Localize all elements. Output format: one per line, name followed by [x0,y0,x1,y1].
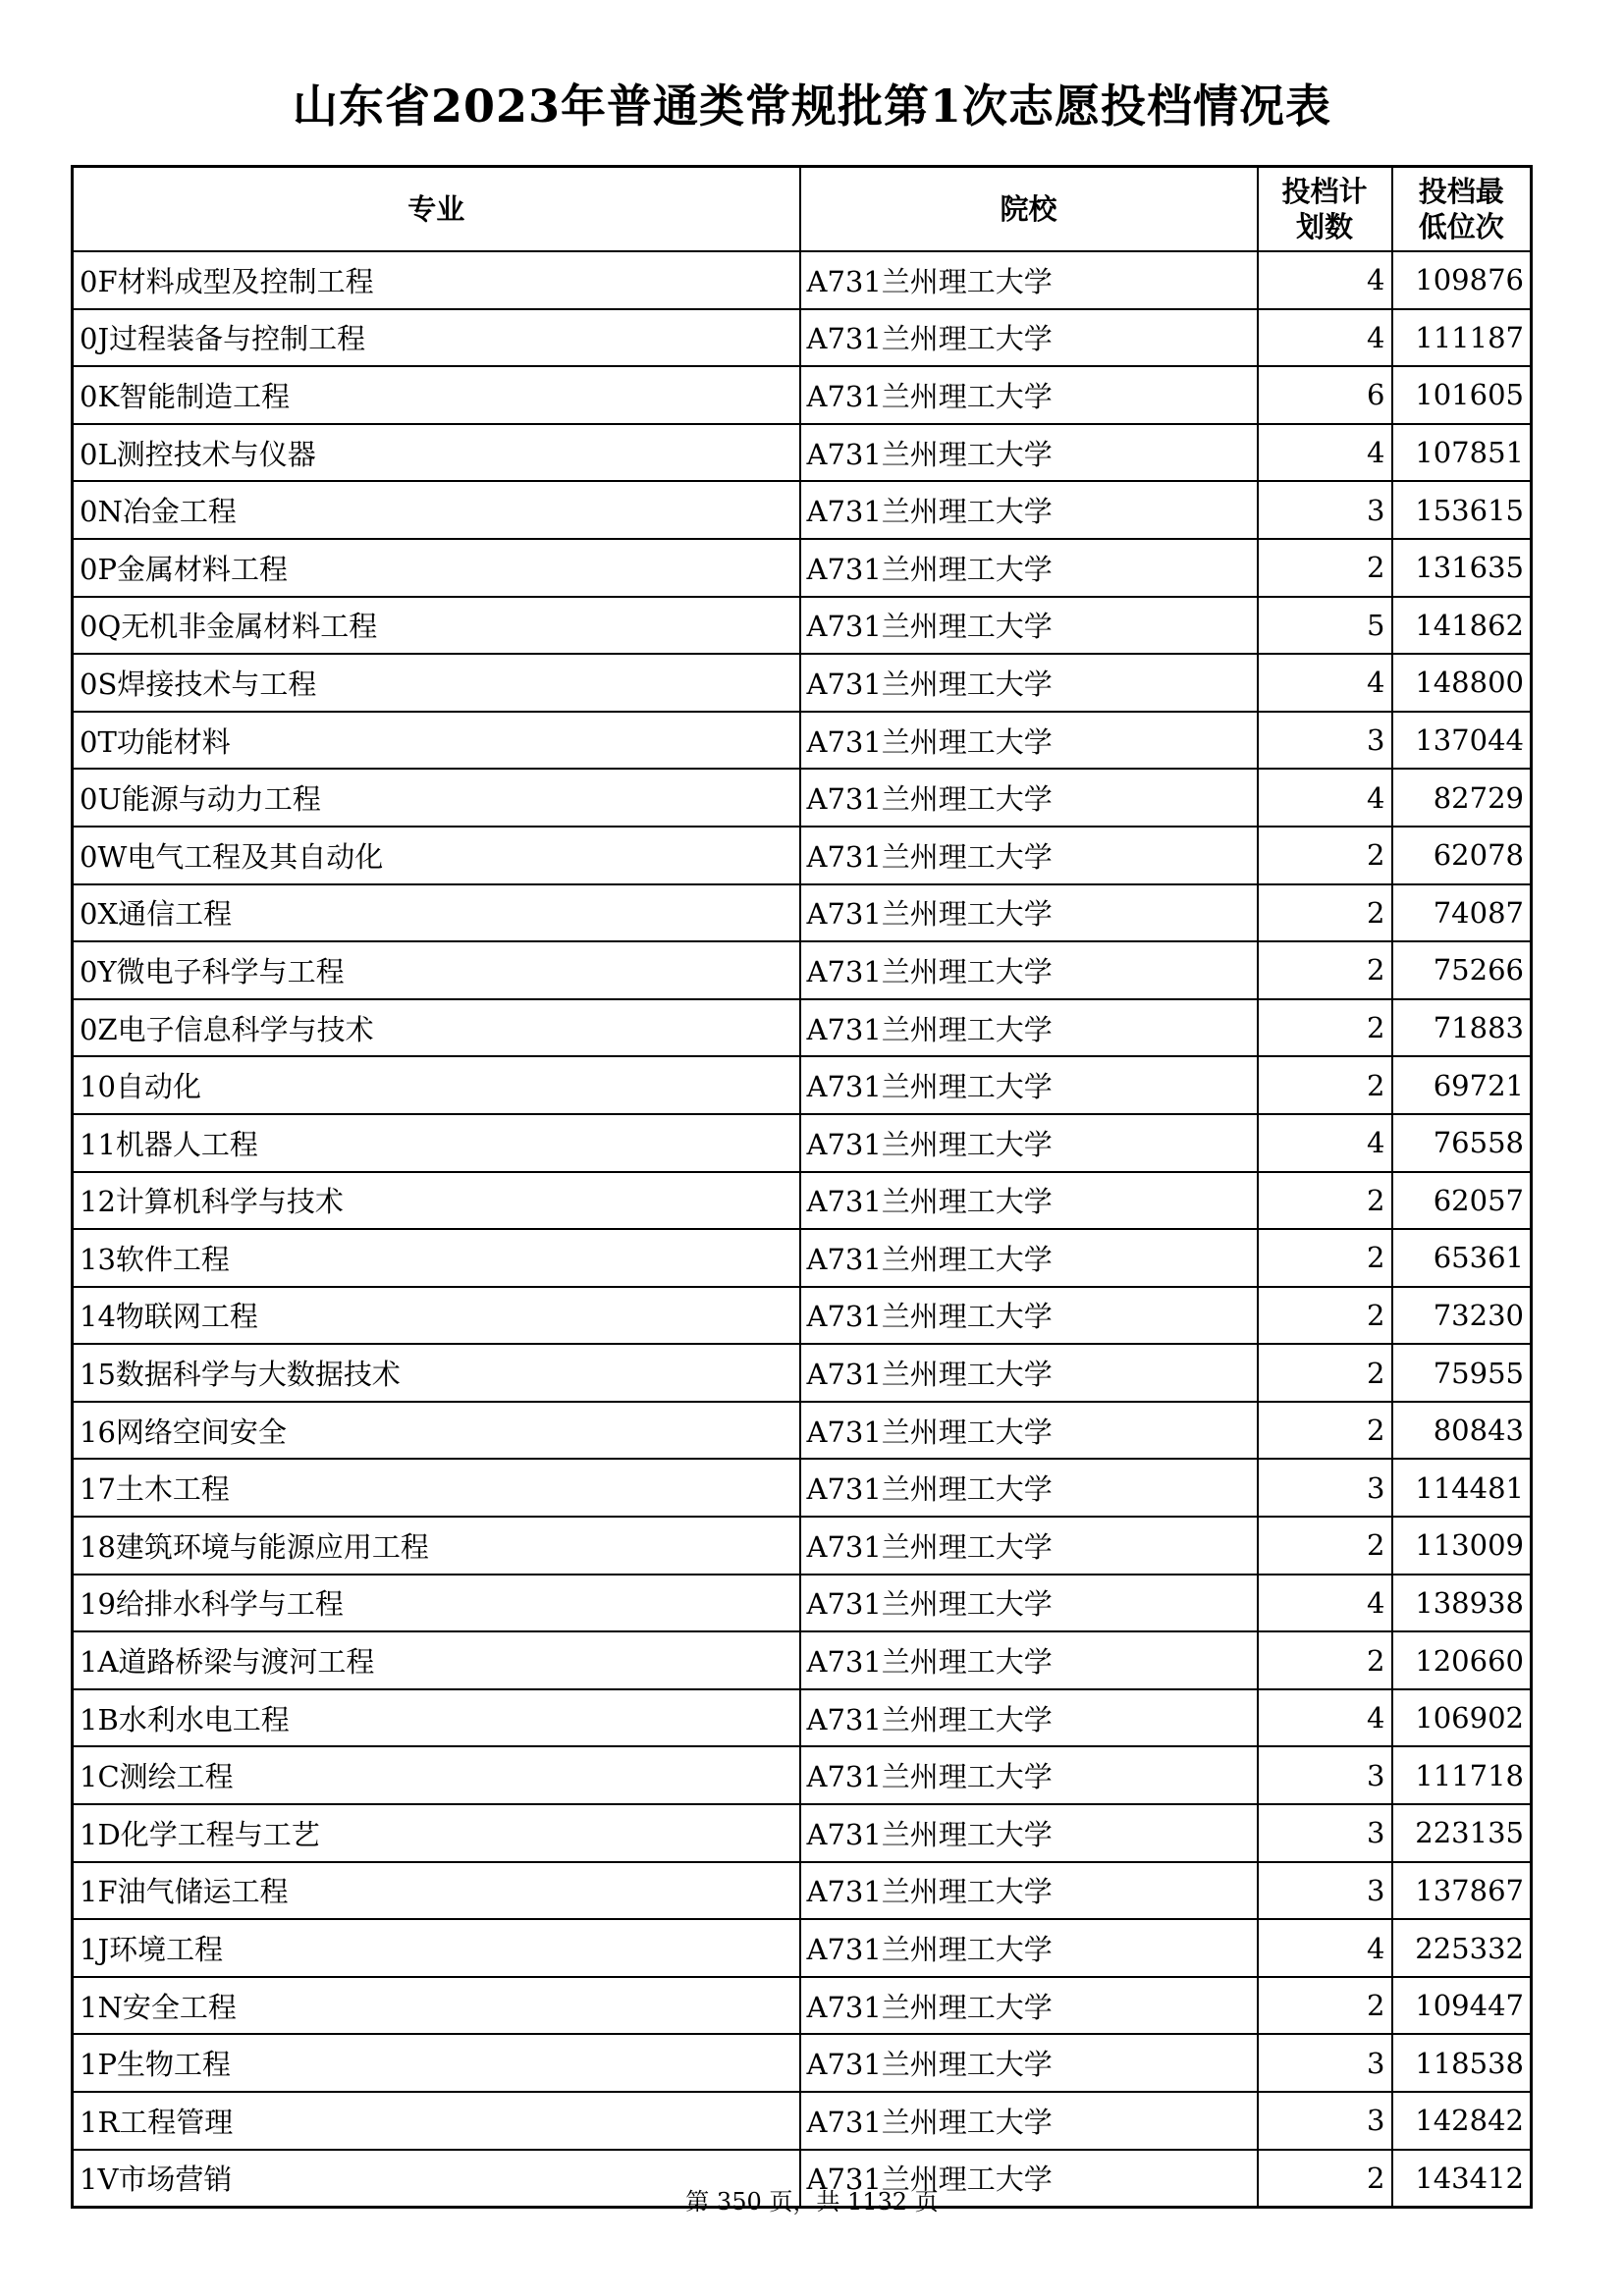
major-cell: 1P生物工程 [73,2034,800,2092]
plan-cell: 2 [1258,2150,1392,2208]
plan-cell: 2 [1258,1977,1392,2035]
table-row [73,1862,1532,1920]
major-cell: 19给排水科学与工程 [73,1575,800,1632]
plan-cell: 4 [1258,1114,1392,1172]
plan-cell: 3 [1258,2034,1392,2092]
school-cell: A731兰州理工大学 [800,2034,1258,2092]
table-row [73,827,1532,884]
header-rank [1392,167,1532,252]
rank-cell: 223135 [1392,1804,1532,1862]
rank-cell: 62078 [1392,827,1532,884]
rank-cell: 114481 [1392,1459,1532,1517]
major-cell: 17土木工程 [73,1459,800,1517]
plan-cell: 2 [1258,1631,1392,1689]
plan-cell: 2 [1258,1344,1392,1402]
plan-cell: 4 [1258,1575,1392,1632]
plan-cell: 2 [1258,1402,1392,1460]
school-cell: A731兰州理工大学 [800,1229,1258,1287]
table-row [73,1229,1532,1287]
school-cell: A731兰州理工大学 [800,2092,1258,2150]
table-row [73,539,1532,597]
table-row [73,712,1532,770]
major-cell: 1J环境工程 [73,1919,800,1977]
major-cell: 0T功能材料 [73,712,800,770]
table-body [73,251,1532,2208]
header-major: 专业 [73,167,800,252]
school-cell: A731兰州理工大学 [800,366,1258,424]
header-plan-line2: 划数 [1295,210,1353,243]
plan-cell: 2 [1258,1229,1392,1287]
table-row [73,1517,1532,1575]
school-cell: A731兰州理工大学 [800,1977,1258,2035]
table-row [73,424,1532,482]
major-cell: 0Z电子信息科学与技术 [73,999,800,1057]
table-row [73,366,1532,424]
table-row [73,1977,1532,2035]
plan-cell: 3 [1258,712,1392,770]
school-cell: A731兰州理工大学 [800,1459,1258,1517]
plan-cell: 5 [1258,597,1392,655]
major-cell: 1B水利水电工程 [73,1689,800,1747]
rank-cell: 148800 [1392,654,1532,712]
rank-cell: 71883 [1392,999,1532,1057]
school-cell: A731兰州理工大学 [800,1287,1258,1345]
rank-cell: 106902 [1392,1689,1532,1747]
table-row [73,1287,1532,1345]
table-row [73,941,1532,999]
plan-cell: 3 [1258,1459,1392,1517]
plan-cell: 4 [1258,309,1392,367]
table-row [73,1631,1532,1689]
plan-cell: 3 [1258,1862,1392,1920]
table-row [73,1114,1532,1172]
plan-cell: 2 [1258,1517,1392,1575]
plan-cell: 2 [1258,1172,1392,1230]
major-cell: 1R工程管理 [73,2092,800,2150]
rank-cell: 109447 [1392,1977,1532,2035]
rank-cell: 65361 [1392,1229,1532,1287]
table-row [73,597,1532,655]
table-row [73,481,1532,539]
school-cell: A731兰州理工大学 [800,251,1258,309]
table-row [73,884,1532,942]
plan-cell: 3 [1258,1746,1392,1804]
rank-cell: 225332 [1392,1919,1532,1977]
header-plan-line1: 投档计 [1281,175,1368,208]
school-cell: A731兰州理工大学 [800,1344,1258,1402]
plan-cell: 4 [1258,424,1392,482]
rank-cell: 75266 [1392,941,1532,999]
plan-cell: 2 [1258,941,1392,999]
school-cell: A731兰州理工大学 [800,1172,1258,1230]
major-cell: 0Y微电子科学与工程 [73,941,800,999]
table-row [73,2092,1532,2150]
major-cell: 0J过程装备与控制工程 [73,309,800,367]
table-row [73,769,1532,827]
plan-cell: 4 [1258,654,1392,712]
table-row [73,1459,1532,1517]
plan-cell: 4 [1258,1919,1392,1977]
rank-cell: 120660 [1392,1631,1532,1689]
major-cell: 1F油气储运工程 [73,1862,800,1920]
table-row [73,654,1532,712]
major-cell: 14物联网工程 [73,1287,800,1345]
school-cell: A731兰州理工大学 [800,424,1258,482]
school-cell: A731兰州理工大学 [800,1402,1258,1460]
table-row [73,1804,1532,1862]
major-cell: 1N安全工程 [73,1977,800,2035]
major-cell: 1C测绘工程 [73,1746,800,1804]
plan-cell: 2 [1258,827,1392,884]
school-cell: A731兰州理工大学 [800,941,1258,999]
school-cell: A731兰州理工大学 [800,309,1258,367]
major-cell: 1V市场营销 [73,2150,800,2208]
school-cell: A731兰州理工大学 [800,1919,1258,1977]
school-cell: A731兰州理工大学 [800,1862,1258,1920]
rank-cell: 75955 [1392,1344,1532,1402]
table-row [73,1746,1532,1804]
major-cell: 1A道路桥梁与渡河工程 [73,1631,800,1689]
major-cell: 0U能源与动力工程 [73,769,800,827]
table-row [73,1919,1532,1977]
rank-cell: 80843 [1392,1402,1532,1460]
rank-cell: 107851 [1392,424,1532,482]
table-row [73,1172,1532,1230]
table-row [73,251,1532,309]
table-row [73,999,1532,1057]
table-row [73,1402,1532,1460]
school-cell: A731兰州理工大学 [800,712,1258,770]
table-row [73,1689,1532,1747]
school-cell: A731兰州理工大学 [800,827,1258,884]
rank-cell: 138938 [1392,1575,1532,1632]
major-cell: 18建筑环境与能源应用工程 [73,1517,800,1575]
school-cell: A731兰州理工大学 [800,654,1258,712]
rank-cell: 137867 [1392,1862,1532,1920]
header-plan [1258,167,1392,252]
rank-cell: 142842 [1392,2092,1532,2150]
major-cell: 11机器人工程 [73,1114,800,1172]
major-cell: 0W电气工程及其自动化 [73,827,800,884]
plan-cell: 3 [1258,2092,1392,2150]
plan-cell: 3 [1258,481,1392,539]
table-row [73,2034,1532,2092]
plan-cell: 4 [1258,1689,1392,1747]
header-rank-line2: 低位次 [1418,210,1504,243]
page-title: 山东省2023年普通类常规批第1次志愿投档情况表 [292,80,1332,133]
rank-cell: 111718 [1392,1746,1532,1804]
school-cell: A731兰州理工大学 [800,1746,1258,1804]
plan-cell: 2 [1258,539,1392,597]
rank-cell: 118538 [1392,2034,1532,2092]
plan-cell: 4 [1258,251,1392,309]
plan-cell: 2 [1258,1056,1392,1114]
major-cell: 0F材料成型及控制工程 [73,251,800,309]
table-row [73,1575,1532,1632]
school-cell: A731兰州理工大学 [800,597,1258,655]
table-row [73,309,1532,367]
major-cell: 0X通信工程 [73,884,800,942]
rank-cell: 143412 [1392,2150,1532,2208]
major-cell: 0P金属材料工程 [73,539,800,597]
major-cell: 0Q无机非金属材料工程 [73,597,800,655]
major-cell: 12计算机科学与技术 [73,1172,800,1230]
school-cell: A731兰州理工大学 [800,1689,1258,1747]
plan-cell: 2 [1258,1287,1392,1345]
major-cell: 1D化学工程与工艺 [73,1804,800,1862]
rank-cell: 111187 [1392,309,1532,367]
major-cell: 0N冶金工程 [73,481,800,539]
rank-cell: 153615 [1392,481,1532,539]
major-cell: 0S焊接技术与工程 [73,654,800,712]
major-cell: 10自动化 [73,1056,800,1114]
school-cell: A731兰州理工大学 [800,1575,1258,1632]
rank-cell: 62057 [1392,1172,1532,1230]
rank-cell: 109876 [1392,251,1532,309]
rank-cell: 74087 [1392,884,1532,942]
school-cell: A731兰州理工大学 [800,999,1258,1057]
page-footer: 第 350 页，共 1132 页 [685,2188,939,2216]
rank-cell: 101605 [1392,366,1532,424]
rank-cell: 137044 [1392,712,1532,770]
school-cell: A731兰州理工大学 [800,1056,1258,1114]
school-cell: A731兰州理工大学 [800,1804,1258,1862]
rank-cell: 69721 [1392,1056,1532,1114]
admission-table [71,165,1533,2209]
plan-cell: 2 [1258,884,1392,942]
header-rank-line1: 投档最 [1418,175,1504,208]
rank-cell: 131635 [1392,539,1532,597]
rank-cell: 141862 [1392,597,1532,655]
school-cell: A731兰州理工大学 [800,481,1258,539]
table-row [73,1056,1532,1114]
school-cell: A731兰州理工大学 [800,1114,1258,1172]
plan-cell: 3 [1258,1804,1392,1862]
major-cell: 15数据科学与大数据技术 [73,1344,800,1402]
plan-cell: 6 [1258,366,1392,424]
major-cell: 16网络空间安全 [73,1402,800,1460]
school-cell: A731兰州理工大学 [800,2150,1258,2208]
table-header [73,167,1532,252]
rank-cell: 113009 [1392,1517,1532,1575]
school-cell: A731兰州理工大学 [800,1631,1258,1689]
rank-cell: 76558 [1392,1114,1532,1172]
major-cell: 0L测控技术与仪器 [73,424,800,482]
major-cell: 0K智能制造工程 [73,366,800,424]
rank-cell: 73230 [1392,1287,1532,1345]
major-cell: 13软件工程 [73,1229,800,1287]
plan-cell: 4 [1258,769,1392,827]
school-cell: A731兰州理工大学 [800,884,1258,942]
school-cell: A731兰州理工大学 [800,539,1258,597]
plan-cell: 2 [1258,999,1392,1057]
school-cell: A731兰州理工大学 [800,769,1258,827]
rank-cell: 82729 [1392,769,1532,827]
header-school: 院校 [800,167,1258,252]
school-cell: A731兰州理工大学 [800,1517,1258,1575]
header-row [73,167,1532,252]
table-row [73,1344,1532,1402]
